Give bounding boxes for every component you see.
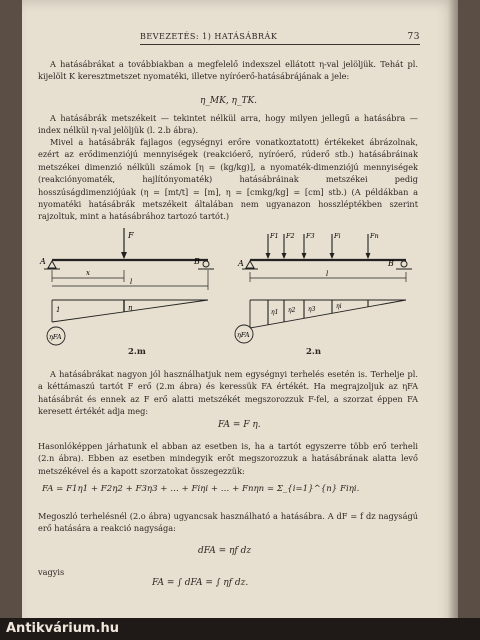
- fig-2n-force-1: F1: [270, 232, 279, 240]
- figure-2m-caption: 2.m: [128, 347, 146, 357]
- formula-dfa: dFA = ηf dz: [198, 546, 252, 556]
- fig-2n-force-n: Fn: [370, 232, 379, 240]
- paragraph-4: A hatásábrákat nagyon jól használhatjuk nem egységnyi terhelés esetén is. Terhelje pl. a kéttámaszú tartót F erő (2.m ábra) és keressük FA értékét. Ha megrajzoljuk az ηFA hatásábrát és ennek az F erő alatti metszékét megszorozzuk F-fel, a szorzat éppen FA keresett értékét adja meg:: [38, 369, 418, 417]
- figure-2n-caption: 2.n: [306, 347, 322, 357]
- watermark: Antikvárium.hu: [0, 618, 480, 640]
- book-page: [22, 0, 458, 640]
- paragraph-7: vagyis: [38, 567, 65, 577]
- page-number: 73: [407, 32, 420, 42]
- paragraph-5: Hasonlóképpen járhatunk el abban az esetben is, ha a tartót egyszerre több erő terheli (2.n ábra). Ebben az esetben mindegyik erőt megszorozzuk a hatásábrának alatta levő metszékével és a kapott szorzatokat összegezzük:: [38, 441, 418, 476]
- fig-2m-support-a: A: [40, 257, 46, 266]
- fig-2n-support-b: B: [388, 259, 394, 268]
- paragraph-3: Mivel a hatásábrák fajlagos (egységnyi erőre vonatkoztatott) értékeket ábrázolnak, ezért az erődimenziójú mennyiségek (reakcióerő, nyíróerő, rúderő stb.) hatásábráinak metszékei dimenzió nélküli számok [η = (kg/kg)], a nyomaték-dimenziójú mennyiségek (reakciónyomaték, hajlítónyomaték) hatásábráinak metszékei pedig hosszúságdimenziójúak (η = [mt/t] = [m], η = [cmkg/kg] = [cm] stb.) (A példákban a nyomatéki hatásábrák metszékeit általában nem ugyanazon hosszléptékben szerint rajzoltuk, mint a hatásábrához tartozó tartót.): [38, 137, 418, 222]
- fig-2n-eta-i: ηi: [336, 303, 342, 310]
- fig-2n-support-a: A: [238, 259, 244, 268]
- fig-2m-dim-l: l: [130, 278, 133, 286]
- fig-2n-force-3: F3: [306, 232, 315, 240]
- formula-integral: FA = ∫ dFA = ∫ ηf dz.: [152, 578, 249, 588]
- fig-2m-support-b: B: [194, 257, 200, 266]
- formula-sum: FA = F1η1 + F2η2 + F3η3 + … + Fiηi + … + Fnηn = Σ_{i=1}^{n} Fiηi.: [42, 484, 360, 494]
- fig-2n-force-2: F2: [286, 232, 295, 240]
- fig-2n-eta-2: η2: [288, 307, 296, 314]
- fig-2n-circle-label: ηFA: [237, 331, 250, 339]
- running-header: [140, 32, 420, 45]
- formula-fa-f-eta: FA = F η.: [218, 420, 261, 430]
- fig-2m-ordinate-one: 1: [56, 306, 61, 314]
- figure-2n: [228, 224, 424, 362]
- formula-eta-mk-tk: η_MK, η_TK.: [200, 96, 258, 106]
- figure-2m: [30, 224, 226, 362]
- fig-2n-eta-1: η1: [271, 309, 279, 316]
- fig-2m-circle-label: ηFA: [49, 333, 62, 341]
- paragraph-6: Megoszló terhelésnél (2.o ábra) ugyancsak használható a hatásábra. A dF = f dz nagyságú erő hatására a reakció nagysága:: [38, 511, 418, 534]
- fig-2m-dim-x: x: [86, 269, 90, 277]
- fig-2n-dim-l: l: [326, 270, 329, 278]
- paragraph-2: A hatásábrák metszékeit — tekintet nélkül arra, hogy milyen jellegű a hatásábra — index nélkül η-val jelöljük (l. 2.b ábra).: [38, 113, 418, 136]
- header-title: BEVEZETÉS: 1) HATÁSÁBRÁK: [140, 32, 278, 41]
- fig-2n-force-i: Fi: [334, 232, 341, 240]
- fig-2n-eta-3: η3: [308, 306, 316, 313]
- fig-2m-force-label: F: [128, 231, 134, 240]
- fig-2m-eta: η: [128, 304, 133, 312]
- paragraph-1: A hatásábrákat a továbbiakban a megfelelő indexszel ellátott η-val jelöljük. Tehát pl. kijelölt K keresztmetszet nyomatéki, illetve nyíróerő-hatásábrájának a jele:: [38, 59, 418, 82]
